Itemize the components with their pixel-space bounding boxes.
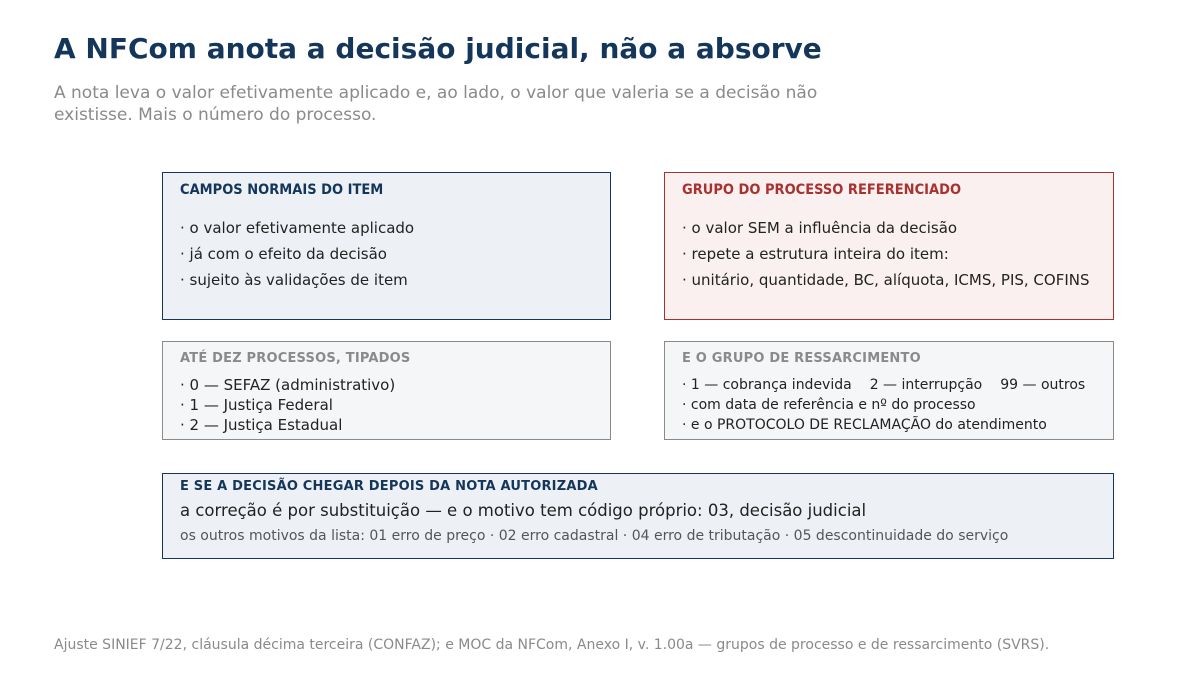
referenced-process-group-heading: GRUPO DO PROCESSO REFERENCIADO (682, 182, 962, 198)
reimbursement-code: 1 — cobrança indevida (690, 377, 852, 393)
process-types-heading: ATÉ DEZ PROCESSOS, TIPADOS (180, 351, 411, 366)
process-types-box (162, 341, 611, 440)
list-item: · 0 — SEFAZ (administrativo) (180, 375, 602, 395)
reimbursement-group-list (682, 375, 1105, 435)
page-title: A NFCom anota a decisão judicial, não a absorve (54, 32, 822, 65)
reimbursement-group-heading: E O GRUPO DE RESSARCIMENTO (682, 351, 921, 366)
reimbursement-group-box (664, 341, 1114, 440)
list-item: · repete a estrutura inteira do item: (682, 241, 1105, 267)
list-item: · já com o efeito da decisão (180, 241, 602, 267)
normal-item-fields-list (180, 215, 602, 293)
list-item: · e o PROTOCOLO DE RECLAMAÇÃO do atendimento (682, 415, 1105, 435)
late-decision-main-text: a correção é por substituição — e o motivo tem código próprio: 03, decisão judicial (180, 501, 867, 520)
normal-item-fields-box (162, 172, 611, 320)
list-item: · 1 — Justiça Federal (180, 395, 602, 415)
list-item: · o valor SEM a influência da decisão (682, 215, 1105, 241)
list-item: · sujeito às validações de item (180, 267, 602, 293)
page-subtitle: A nota leva o valor efetivamente aplicado e, ao lado, o valor que valeria se a decisão não existisse. Mais o número do processo. (54, 83, 818, 125)
late-decision-box (162, 473, 1114, 559)
reimbursement-code: 2 — interrupção (869, 377, 983, 393)
source-note: Ajuste SINIEF 7/22, cláusula décima terceira (CONFAZ); e MOC da NFCom, Anexo I, v. 1.00a — grupos de processo e de ressarcimento (SVRS). (54, 637, 1050, 653)
list-item: · o valor efetivamente aplicado (180, 215, 602, 241)
list-item: · unitário, quantidade, BC, alíquota, ICMS, PIS, COFINS (682, 267, 1105, 293)
reimbursement-code: 99 — outros (1000, 377, 1086, 393)
normal-item-fields-heading: CAMPOS NORMAIS DO ITEM (180, 182, 384, 198)
referenced-process-group-box (664, 172, 1114, 320)
late-decision-other-reasons: os outros motivos da lista: 01 erro de preço · 02 erro cadastral · 04 erro de tributação · 05 descontinuidade do serviço (180, 528, 1009, 544)
reimbursement-codes-line (682, 375, 1105, 395)
referenced-process-group-list (682, 215, 1105, 293)
process-types-list (180, 375, 602, 435)
late-decision-heading: E SE A DECISÃO CHEGAR DEPOIS DA NOTA AUTORIZADA (180, 479, 598, 494)
list-item: · com data de referência e nº do processo (682, 395, 1105, 415)
list-item: · 2 — Justiça Estadual (180, 415, 602, 435)
